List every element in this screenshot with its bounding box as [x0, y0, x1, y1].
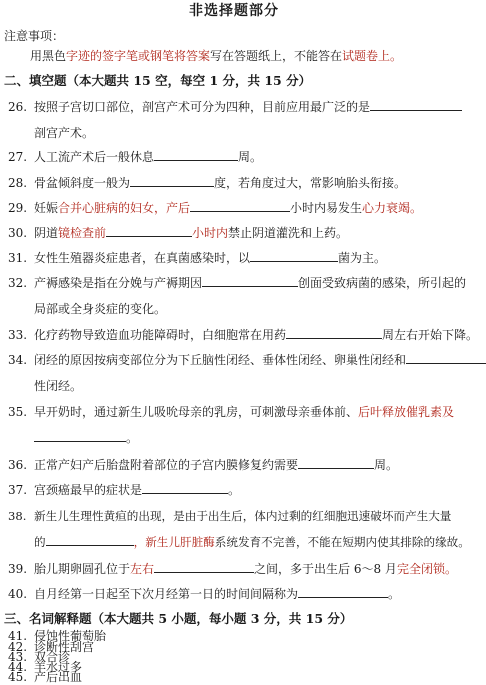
- question-text: 妊娠: [34, 201, 59, 215]
- question-30: [8, 220, 460, 246]
- question-text-continued: 。: [126, 431, 139, 445]
- question-number: 32.: [8, 276, 28, 290]
- question-text-tail: 之间，多于出生后 6～8 月: [254, 562, 397, 576]
- notice-label: 注意事项：: [4, 29, 65, 43]
- answer-blank[interactable]: [106, 222, 192, 237]
- term-text: 双合诊: [34, 650, 71, 664]
- answer-blank[interactable]: [46, 531, 134, 546]
- question-text-tail: 。: [228, 483, 241, 497]
- question-28: [8, 170, 460, 196]
- question-text-continued: 性闭经。: [34, 379, 83, 393]
- question-number: 26.: [8, 100, 28, 114]
- notice-text: [30, 47, 402, 64]
- term-text: 羊水过多: [34, 660, 83, 674]
- answer-blank[interactable]: [406, 349, 486, 364]
- question-text-continued: 局部或全身炎症的变化。: [34, 302, 167, 316]
- question-number: 38.: [8, 509, 27, 523]
- question-number: 36.: [8, 458, 28, 472]
- answer-blank[interactable]: [202, 272, 298, 287]
- term-text: 侵蚀性葡萄胎: [34, 629, 107, 643]
- question-text-tail: 系统发育不完善，不能在短期内使其排除的缘故。: [214, 535, 470, 549]
- question-text-tail: 周左右开始下降。: [382, 328, 479, 342]
- question-37: [8, 477, 460, 503]
- term-number: 45.: [8, 670, 28, 684]
- question-text: 早开奶时，通过新生儿吸吮母亲的乳房，可刺激母亲垂体前、: [34, 405, 359, 419]
- notice-text-part1: 用黑色: [30, 49, 67, 63]
- answer-blank[interactable]: [154, 146, 238, 161]
- question-text-continued: 的: [34, 535, 46, 549]
- question-text: 骨盆倾斜度一般为: [34, 176, 131, 190]
- question-number: 39.: [8, 562, 28, 576]
- answer-blank[interactable]: [190, 197, 290, 212]
- question-text: 化疗药物导致造血功能障碍时，白细胞常在用药: [34, 328, 287, 342]
- notice-text-red2: 试题卷上。: [342, 49, 403, 63]
- term-number: 43.: [8, 650, 28, 664]
- question-text: 人工流产术后一般休息: [34, 150, 155, 164]
- question-text-tail: 周。: [374, 458, 399, 472]
- question-32: [8, 270, 467, 322]
- question-34: [8, 347, 460, 399]
- question-text-tail: 度，若角度过大，常影响胎头衔接。: [214, 176, 407, 190]
- page-title: 非选择题部分: [189, 3, 279, 19]
- notice-text-red1: 字迹的签字笔或钢笔将答案: [66, 49, 211, 63]
- question-text-tail: 。: [388, 587, 401, 601]
- question-number: 35.: [8, 405, 28, 419]
- section-fill-in-heading: 二、填空题（本大题共 15 空，每空 1 分，共 15 分）: [4, 73, 312, 88]
- notice-text-part2: 写在答题纸上，不能答在: [210, 49, 343, 63]
- question-text-tail: 菌为主。: [338, 251, 387, 265]
- question-text: 闭经的原因按病变部位分为下丘脑性闭经、垂体性闭经、卵巢性闭经和: [34, 353, 407, 367]
- question-text: 自月经第一日起至下次月经第一日的时间间隔称为: [34, 587, 299, 601]
- question-number: 34.: [8, 353, 28, 367]
- term-45: [8, 668, 82, 685]
- question-text-red: ，新生儿肝脏酶: [133, 535, 215, 549]
- question-text: 阴道: [34, 226, 59, 240]
- section-term-heading: 三、名词解释题（本大题共 5 小题，每小题 3 分，共 15 分）: [4, 611, 353, 626]
- question-text: 女性生殖器炎症患者，在真菌感染时，以: [34, 251, 251, 265]
- answer-blank[interactable]: [370, 96, 462, 111]
- answer-blank[interactable]: [130, 172, 214, 187]
- question-number: 37.: [8, 483, 28, 497]
- question-number: 33.: [8, 328, 28, 342]
- question-text-tail: 禁止阴道灌洗和上药。: [228, 226, 349, 240]
- question-text-red: 左右: [130, 562, 155, 576]
- answer-blank[interactable]: [298, 454, 374, 469]
- question-text-red: 合并心脏病的妇女，产后: [58, 201, 191, 215]
- question-number: 28.: [8, 176, 28, 190]
- answer-blank[interactable]: [298, 583, 388, 598]
- term-text: 产后出血: [34, 670, 83, 684]
- question-text: 按照子宫切口部位，剖宫产术可分为四种，目前应用最广泛的是: [34, 100, 371, 114]
- question-text: 宫颈癌最早的症状是: [34, 483, 143, 497]
- question-36: [8, 452, 460, 478]
- question-number: 27.: [8, 150, 28, 164]
- question-number: 40.: [8, 587, 28, 601]
- question-33: [8, 322, 479, 348]
- question-31: [8, 245, 460, 271]
- question-26: [8, 94, 460, 146]
- question-number: 30.: [8, 226, 28, 240]
- question-text-red-tail: 小时内: [192, 226, 229, 240]
- question-text-red-tail: 完全闭锁。: [396, 562, 457, 576]
- question-text-red: 后叶释放催乳素及: [358, 405, 455, 419]
- question-38: [8, 503, 470, 555]
- answer-blank[interactable]: [34, 427, 126, 442]
- question-text-tail: 周。: [238, 150, 263, 164]
- answer-blank[interactable]: [250, 247, 338, 262]
- question-text-red: 镜检查前: [58, 226, 107, 240]
- question-29: [8, 195, 460, 221]
- question-35: [8, 399, 460, 451]
- question-40: [8, 581, 460, 607]
- question-text: 正常产妇产后胎盘附着部位的子宫内膜修复约需要: [34, 458, 299, 472]
- term-number: 44.: [8, 660, 28, 674]
- question-number: 31.: [8, 251, 28, 265]
- question-text-continued: 剖宫产术。: [34, 126, 95, 140]
- term-number: 41.: [8, 629, 28, 643]
- question-text: 新生儿生理性黄疸的出现，是由于出生后，体内过剩的红细胞迅速破坏而产生大量: [34, 509, 452, 523]
- question-text-tail: 创面受致病菌的感染，所引起的: [298, 276, 467, 290]
- question-text-red-tail: 心力衰竭。: [362, 201, 423, 215]
- question-text-tail: 小时内易发生: [290, 201, 363, 215]
- answer-blank[interactable]: [154, 558, 254, 573]
- term-number: 42.: [8, 640, 28, 654]
- question-text: 产褥感染是指在分娩与产褥期因: [34, 276, 203, 290]
- question-27: [8, 144, 460, 170]
- question-text: 胎儿期卵圆孔位于: [34, 562, 131, 576]
- question-number: 29.: [8, 201, 28, 215]
- question-39: [8, 556, 460, 582]
- answer-blank[interactable]: [142, 479, 228, 494]
- term-text: 诊断性刮宫: [34, 640, 95, 654]
- answer-blank[interactable]: [286, 324, 382, 339]
